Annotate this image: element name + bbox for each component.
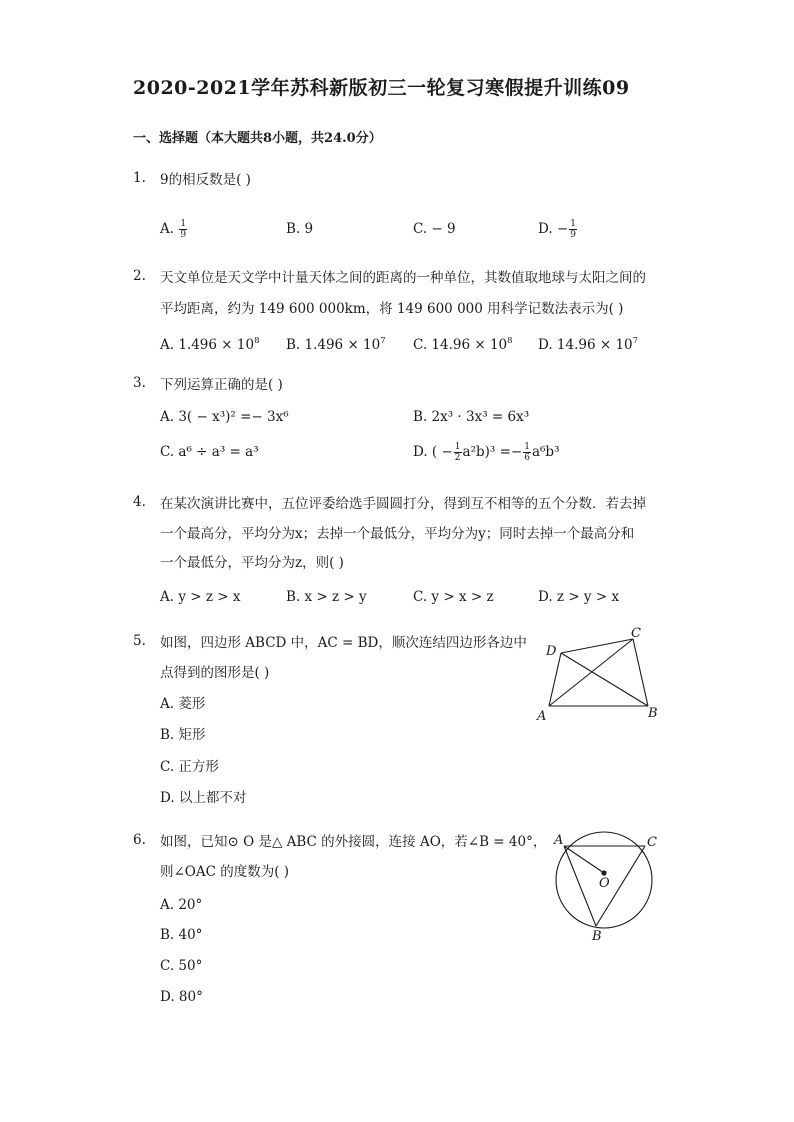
- question-text: 如图，已知⊙ O 是△ ABC 的外接圆，连接 AO，若∠B = 40°，: [160, 834, 547, 850]
- question-text: 下列运算正确的是( ): [160, 377, 283, 393]
- vertex-label-a: A: [537, 709, 547, 724]
- option-a: A. 20°: [160, 897, 203, 913]
- section-heading: 一、选择题（本大题共8小题，共24.0分）: [133, 131, 382, 146]
- option-b: B. $1.496 \times 10^7$: [286, 336, 386, 353]
- option-d: D. ( − $\frac{1}{2}$ a²b)³ =− $\frac{1}{6}$ a⁶b³: [413, 442, 560, 463]
- circle-triangle-figure: [548, 826, 668, 946]
- option-c: C. 50°: [160, 958, 203, 974]
- question-number: 2.: [133, 268, 146, 284]
- option-b: B. 矩形: [160, 727, 206, 743]
- question-text: 在某次演讲比赛中，五位评委给选手圆圆打分，得到互不相等的五个分数．若去掉: [160, 496, 646, 512]
- vertex-label-a: A: [554, 833, 564, 848]
- vertex-label-b: B: [592, 929, 602, 944]
- option-a: A. y > z > x: [160, 589, 241, 605]
- question-text: 一个最高分，平均分为x；去掉一个最低分，平均分为y；同时去掉一个最高分和: [160, 526, 635, 542]
- quadrilateral-figure: [533, 625, 663, 725]
- option-b: B. 40°: [160, 927, 203, 943]
- option-c: C. a⁶ ÷ a³ = a³: [160, 444, 259, 460]
- question-number: 1.: [133, 170, 146, 186]
- option-b: B. 2x³ · 3x³ = 6x³: [413, 409, 530, 425]
- fraction: $\frac{1}{9}$: [180, 219, 187, 240]
- option-a: A. $1.496 \times 10^8$: [160, 336, 260, 353]
- option-d: D. $14.96 \times 10^7$: [538, 336, 639, 353]
- option-a: A. $\frac{1}{9}$: [160, 219, 187, 240]
- option-a: A. 3( − x³)² =− 3x⁶: [160, 409, 289, 425]
- vertex-label-c: C: [631, 626, 641, 641]
- question-text: 则∠OAC 的度数为( ): [160, 864, 290, 880]
- option-a: A. 菱形: [160, 696, 206, 712]
- option-d: D. − $\frac{1}{9}$: [538, 219, 576, 240]
- vertex-label-b: B: [648, 706, 658, 721]
- option-c: C. y > x > z: [413, 589, 494, 605]
- option-d: D. z > y > x: [538, 589, 620, 605]
- fraction: $\frac{1}{6}$: [524, 442, 530, 463]
- question-number: 4.: [133, 494, 146, 510]
- page-title: 2020-2021学年苏科新版初三一轮复习寒假提升训练09: [133, 77, 630, 99]
- question-number: 6.: [133, 832, 146, 848]
- question-text: 9的相反数是( ): [160, 172, 251, 188]
- question-text: 点得到的图形是( ): [160, 665, 270, 681]
- option-d: D. 以上都不对: [160, 790, 247, 806]
- question-text: 平均距离，约为 149 600 000km，将 149 600 000 用科学记数法表示为( ): [160, 301, 624, 317]
- fraction: $\frac{1}{2}$: [454, 442, 461, 463]
- fraction: $\frac{1}{9}$: [570, 219, 576, 240]
- question-text: 天文单位是天文学中计量天体之间的距离的一种单位，其数值取地球与太阳之间的: [160, 270, 646, 286]
- center-label-o: O: [599, 876, 610, 891]
- option-b: B. x > z > y: [286, 589, 367, 605]
- option-c: C. 正方形: [160, 759, 219, 775]
- question-text: 如图，四边形 ABCD 中，AC = BD，顺次连结四边形各边中: [160, 635, 527, 651]
- option-d: D. 80°: [160, 989, 203, 1005]
- question-text: 一个最低分，平均分为z，则( ): [160, 555, 344, 571]
- question-number: 5.: [133, 633, 146, 649]
- option-c: C. − 9: [413, 221, 456, 237]
- option-c: C. $14.96 \times 10^8$: [413, 336, 513, 353]
- vertex-label-d: D: [546, 644, 557, 659]
- option-b: B. 9: [286, 221, 314, 237]
- vertex-label-c: C: [647, 835, 657, 850]
- question-number: 3.: [133, 375, 146, 391]
